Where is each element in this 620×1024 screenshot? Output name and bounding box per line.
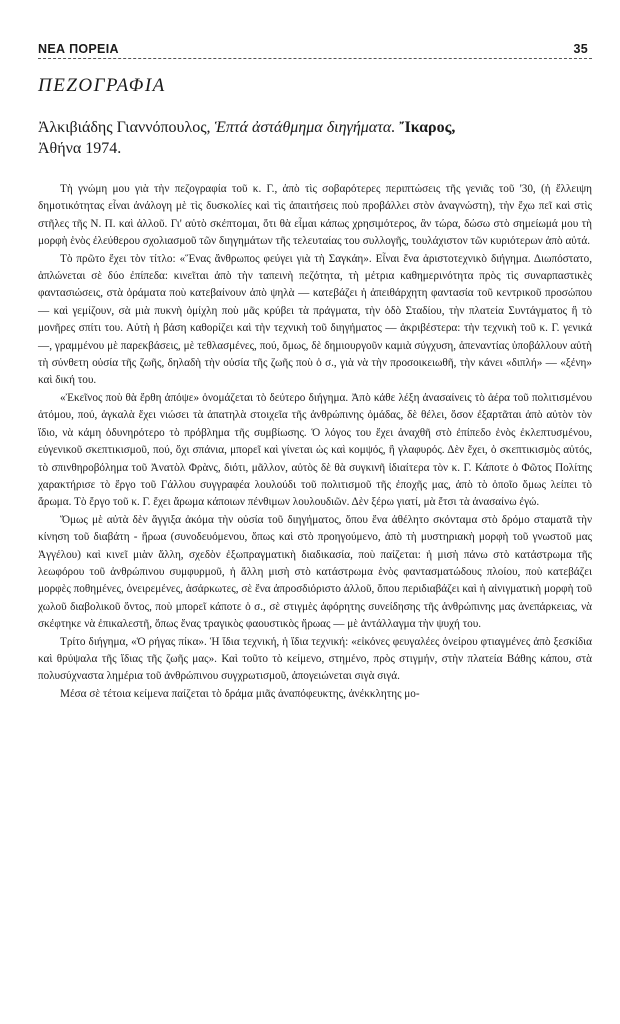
page-number: 35 [573, 42, 588, 56]
journal-title: ΝΕΑ ΠΟΡΕΙΑ [38, 42, 119, 56]
paragraph: Μέσα σὲ τέτοια κείμενα παίζεται τὸ δράμα μιᾶς ἀναπόφευκτης, ἀνέκκλητης μο- [60, 687, 420, 700]
paragraph: Τὸ πρῶτο ἔχει τὸν τίτλο: «Ἕνας ἄνθρωπος φεύγει γιὰ τὴ Σαγκάη». Εἶναι ἕνα ἀριστοτεχνικὸ διήγημα. Διωπόστατο, ἁπλώνεται σὲ δύο ἐπίπεδα: κινεῖται ἀπὸ τὴν ταπεινὴ πεζότητα, τὴ μέτρια καθημερινότητα πρὸς τὶς συναρπαστικὲς φαντασιώσεις, στὰ ὁράματα ποὺ κατεβαίνουν ἀπὸ ψηλὰ — κατεβάζει ἡ ἀπειθάρχητη φαντασία τοῦ κεντρικοῦ προσώπου — καὶ γεμίζουν, σὰ μιὰ πυκνὴ ὁμίχλη ποὺ μᾶς κρύβει τὰ πράγματα, τὴν ὁδὸ Σταδίου, τὴν πλατεία Συντάγματος ἢ τὸ μονῆρες σπίτι του. Αὐτὴ ἡ βάση καθορίζει καὶ τὴν τεχνικὴ τοῦ διηγήματος — ἀκριβέστερα: τὴν τεχνικὴ τοῦ κ. Γ. γενικά —, γραμμένου μὲ παρεκβάσεις, μὲ τεθλασμένες, πού, ὅμως, δὲ δημιουργοῦν καμιὰ σύγχυση, ἀπεναντίας ὑποβάλλουν αὐτὴ τὴ σύνθετη οὐσία τῆς ζωῆς, δηλαδὴ τὴν οὐσία τῆς ζωῆς ποὺ ὁ σ., γιὰ νὰ τὴν προσοικειωθῆ, τὴν κάνει «διπλή» — «ξένη» καὶ δική του. [38, 252, 592, 387]
running-header [38, 42, 592, 59]
citation-book-title: Ἑπτά ἀστάθμημα διηγήματα. [214, 119, 396, 136]
citation-author: Ἀλκιβιάδης Γιαννόπουλος, [38, 119, 211, 136]
section-title: ΠΕΖΟΓΡΑΦΙΑ [38, 75, 166, 96]
paragraph: Τὴ γνώμη μου γιὰ τὴν πεζογραφία τοῦ κ. Γ., ἀπὸ τὶς σοβαρότερες περιπτώσεις τῆς γενιᾶς τοῦ '30, (ἡ ἔλλειψη δημοτικότητας εἶναι ἀνάλογη μὲ τὶς δυσκολίες καὶ τὶς ἀπαιτήσεις ποὺ προβάλλει στὸν ἀναγνώστη), τὴν ἔχω πεῖ καὶ στὶς στῆλες τῆς Ν. Π. καὶ ἀλλοῦ. Γι' αὐτὸ σκέπτομαι, ὅτι θὰ εἶμαι κάπως χρησιμότερος, ἂν τώρα, δώσω στὸ σημείωμά μου τὴ μορφὴ ἑνὸς ἐλεύθερου σχολιασμοῦ τῶν διηγημάτων τῆς τελευταίας του συλλογῆς, τουλάχιστον τῶν κυριότερων ἀπὸ αὐτά. [38, 183, 592, 248]
review-body [38, 181, 592, 703]
paragraph: Ὅμως μὲ αὐτὰ δὲν ἄγγιξα ἀκόμα τὴν οὐσία τοῦ διηγήματος, ὅπου ἕνα ἀθέλητο σκόνταμα στὸ δρόμο σταματᾶ τὴν κίνηση τοῦ διαβάτη - ἥρωα (συνοδευόμενου, ὅπως καὶ στὸ προηγούμενο, ἀπὸ τὴ μυστηριακὴ μορφὴ τοῦ γνωστοῦ μας Ἀγγέλου) καὶ κινεῖ μιὰν ἄλλη, σχεδὸν ἐξωπραγματικὴ διαδικασία, ποὺ παίζεται: ἡ μισὴ πάνω στὸ κατάστρωμα τῆς λεωφόρου τοῦ ἀνθρώπινου συμφυρμοῦ, ἡ ἄλλη μισὴ στὸ κατάστρωμα ἑνὸς φαντασματώδους πλοίου, ποὺ κατεβάζει μορφὲς ποθημένες, ὀνειρεμένες, ἀσάρκωτες, σὲ ἕνα ἀπροσδιόριστο ἀλλοῦ, ὅπου περιδιαβάζει καὶ ἡ αἰνιγματικὴ μορφὴ τοῦ χωλοῦ διαβολικοῦ ὄντος, ποὺ μπορεῖ κάποτε ὁ σ., σὲ στιγμὲς ἀφόρητης συνείδησης τῆς ἀνθρώπινης μας ἀνεπάρκειας, νὰ σκέφτηκε νὰ ἐπικαλεστῆ, ὅπως ἕνας τραγικὸς φαουστικὸς ἥρωας — μὲ ἀντάλλαγμα τὴν ψυχή του. [38, 513, 592, 631]
paragraph: Τρίτο διήγημα, «Ὁ ρήγας πίκα». Ἡ ἴδια τεχνική, ἡ ἴδια τεχνική: «εἰκόνες φευγαλέες ὀνείρου φτιαγμένες ἀπὸ ξεσκίδια καὶ θρύψαλα τῆς ἴδιας τῆς ζωῆς μας». Καὶ τοῦτο τὸ κείμενο, στημένο, πρὸς στιγμήν, στὴν πλατεία Βάθης κάπου, στὰ πολυσύχναστα λημέρια τοῦ ἀνθρώπινου συγχρωτισμοῦ, ἀπογειώνεται σιγὰ σιγά. [38, 635, 592, 683]
citation-place-year: Ἀθήνα 1974. [38, 140, 122, 157]
book-citation [38, 117, 592, 159]
paragraph: «Ἐκεῖνος ποὺ θὰ ἔρθη ἀπόψε» ὀνομάζεται τὸ δεύτερο διήγημα. Ἀπὸ κάθε λέξη ἀνασαίνεις τὸ ἀέρα τοῦ πολιτισμένου ἀτόμου, πού, ἀγκαλὰ ἔχει νιώσει τὰ ἀπατηλὰ στοιχεῖα τῆς ἀνθρώπινης ὁμάδας, δὲ θέλει, ὅσον ἐξαρτᾶται ἀπὸ αὐτὸν τὸν ἴδιο, νὰ κάμη ὀδυνηρότερο τὸ πρόβλημα τῆς συμβίωσης. Ὁ λόγος του ἔχει ἀναχθῆ στὸ ἐπίπεδο ἑνὸς ἐκλεπτυσμένου, εὐγενικοῦ σκεπτικισμοῦ, πού, ὄχι σπάνια, μπορεῖ καὶ γίνεται ὡς καὶ κομψός, ἢ γλαφυρός. Δὲν ἔχει, ὁ σκεπτικισμὸς αὐτός, τὸ σπινθηροβόλημα τοῦ Ἀνατὸλ Φρὰνς, διότι, μᾶλλον, αὐτὸς δὲ θὰ συγκινῆ ἰδιαίτερα τὸν κ. Γ. Κάποτε ὁ Φῶτος Πολίτης χαρακτήρισε τὸ ἔργο τοῦ Γάλλου συγγραφέα λουλούδι τοῦ πολιτισμοῦ τῆς ἐποχῆς μας, ἀπὸ τὸ ὁποῖο ὅμως λείπει τὸ ἄρωμα. Τὸ ἔργο τοῦ κ. Γ. ἔχει ἄρωμα κάποιων πένθιμων λουλουδιῶν. Δὲν ξέρω γιατί, μὰ ἔτσι τὰ ἀνασαίνω ἐγώ. [38, 391, 592, 509]
citation-publisher: Ἴκαρος, [399, 119, 456, 136]
